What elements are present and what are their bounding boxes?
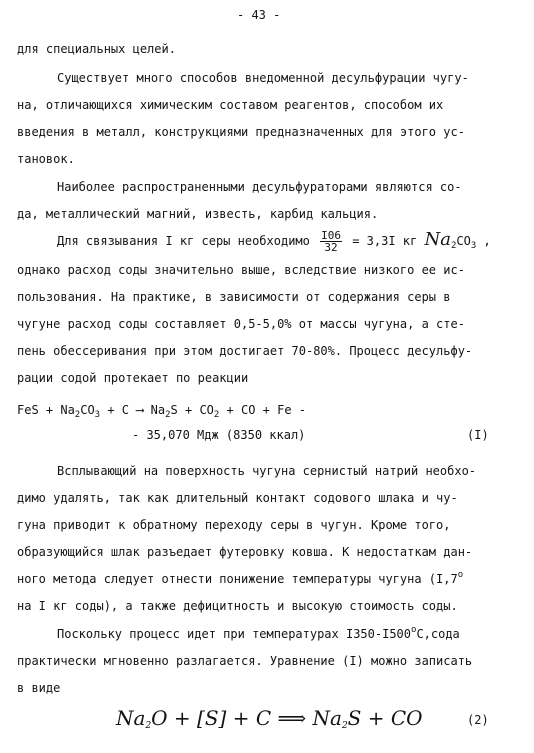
fraction-denominator: 32 [324,241,338,254]
subscript: 2 [341,721,348,731]
fraction [320,230,342,253]
compound-co: CO [456,234,471,248]
text-line: однако расход соды значительно выше, вследствие низкого ее ис- [17,263,465,277]
reaction-1-text: CO [80,403,95,417]
text-line: пень обессеривания при этом достигает 70-80%. Процесс десульфу- [17,344,473,358]
text-line: Всплывающий на поверхность чугуна сернистый натрий необхо- [57,464,477,478]
reaction-2 [116,706,423,730]
subscript: 2 [165,410,171,420]
binding-equals: = 3,3I кг [352,234,418,248]
text-line: гуна приводит к обратному переходу серы в чугун. Кроме того, [17,518,451,532]
degree-mark: о [457,570,464,580]
text-line: С,сода [416,627,460,641]
reaction-2-number: (2) [467,713,489,727]
reaction-1-text: S + CO [170,403,214,417]
subscript: 2 [74,410,81,420]
text-line: на, отличающихся химическим составом реагентов, способом их [17,98,444,112]
reaction-2-text: Na [116,706,146,730]
text-line: Поскольку процесс идет при температурах I350-I500 [57,627,412,641]
text-line: введения в металл, конструкциями предназначенных для этого ус- [17,125,465,139]
subscript: 2 [213,410,220,420]
reaction-1-text: + C ⟶ Na [100,403,166,417]
text-line: образующийся шлак разъедает футеровку ковша. К недостаткам дан- [17,545,473,559]
subscript: 3 [94,410,101,420]
reaction-1-number: (I) [467,428,489,442]
reaction-2-text: S + CO [347,706,423,730]
reaction-1-line-2: - 35,070 Мдж (8350 ккал) [132,428,306,442]
text-line: да, металлический магний, известь, карбид кальция. [17,207,379,221]
text-line: Наиболее распространенными десульфураторами являются со- [57,180,462,194]
text-line-with-degree [17,572,463,586]
reaction-1-line-1 [17,403,307,420]
fraction-numerator: I06 [321,229,341,242]
binding-line [57,230,491,253]
text-line: димо удалять, так как длительный контакт содового шлака и чу- [17,491,458,505]
reaction-1-text: + CO + Fe - [219,403,307,417]
text-line: практически мгновенно разлагается. Уравнение (I) можно записать [17,654,473,668]
text-line-temperature [57,627,460,641]
subscript: 2 [145,721,152,731]
text-line: Существует много способов внедоменной десульфурации чугу- [57,71,469,85]
reaction-2-text: O + [S] + C ⟹ Na [151,706,342,730]
page-number: - 43 - [237,8,281,22]
text-line: для специальных целей. [17,42,176,56]
subscript: 3 [470,241,477,251]
subscript: 2 [450,241,457,251]
text-line: чугуне расход соды составляет 0,5-5,0% от массы чугуна, а сте- [17,317,465,331]
reaction-1-text: FeS + Na [17,403,75,417]
degree-mark: о [411,625,417,635]
text-line: рации содой протекает по реакции [17,371,249,385]
text-line: на I кг соды), а также дефицитность и высокую стоимость соды. [17,599,458,613]
text-line: тановок. [17,152,75,166]
text-line: ного метода следует отнести понижение температуры чугуна (I,7 [17,572,458,586]
binding-text: Для связывания I кг серы необходимо [57,234,310,248]
compound-na: Na [424,229,451,250]
text-line: пользования. На практике, в зависимости от содержания серы в [17,290,451,304]
binding-tail: , [483,234,491,248]
text-line: в виде [17,681,61,695]
